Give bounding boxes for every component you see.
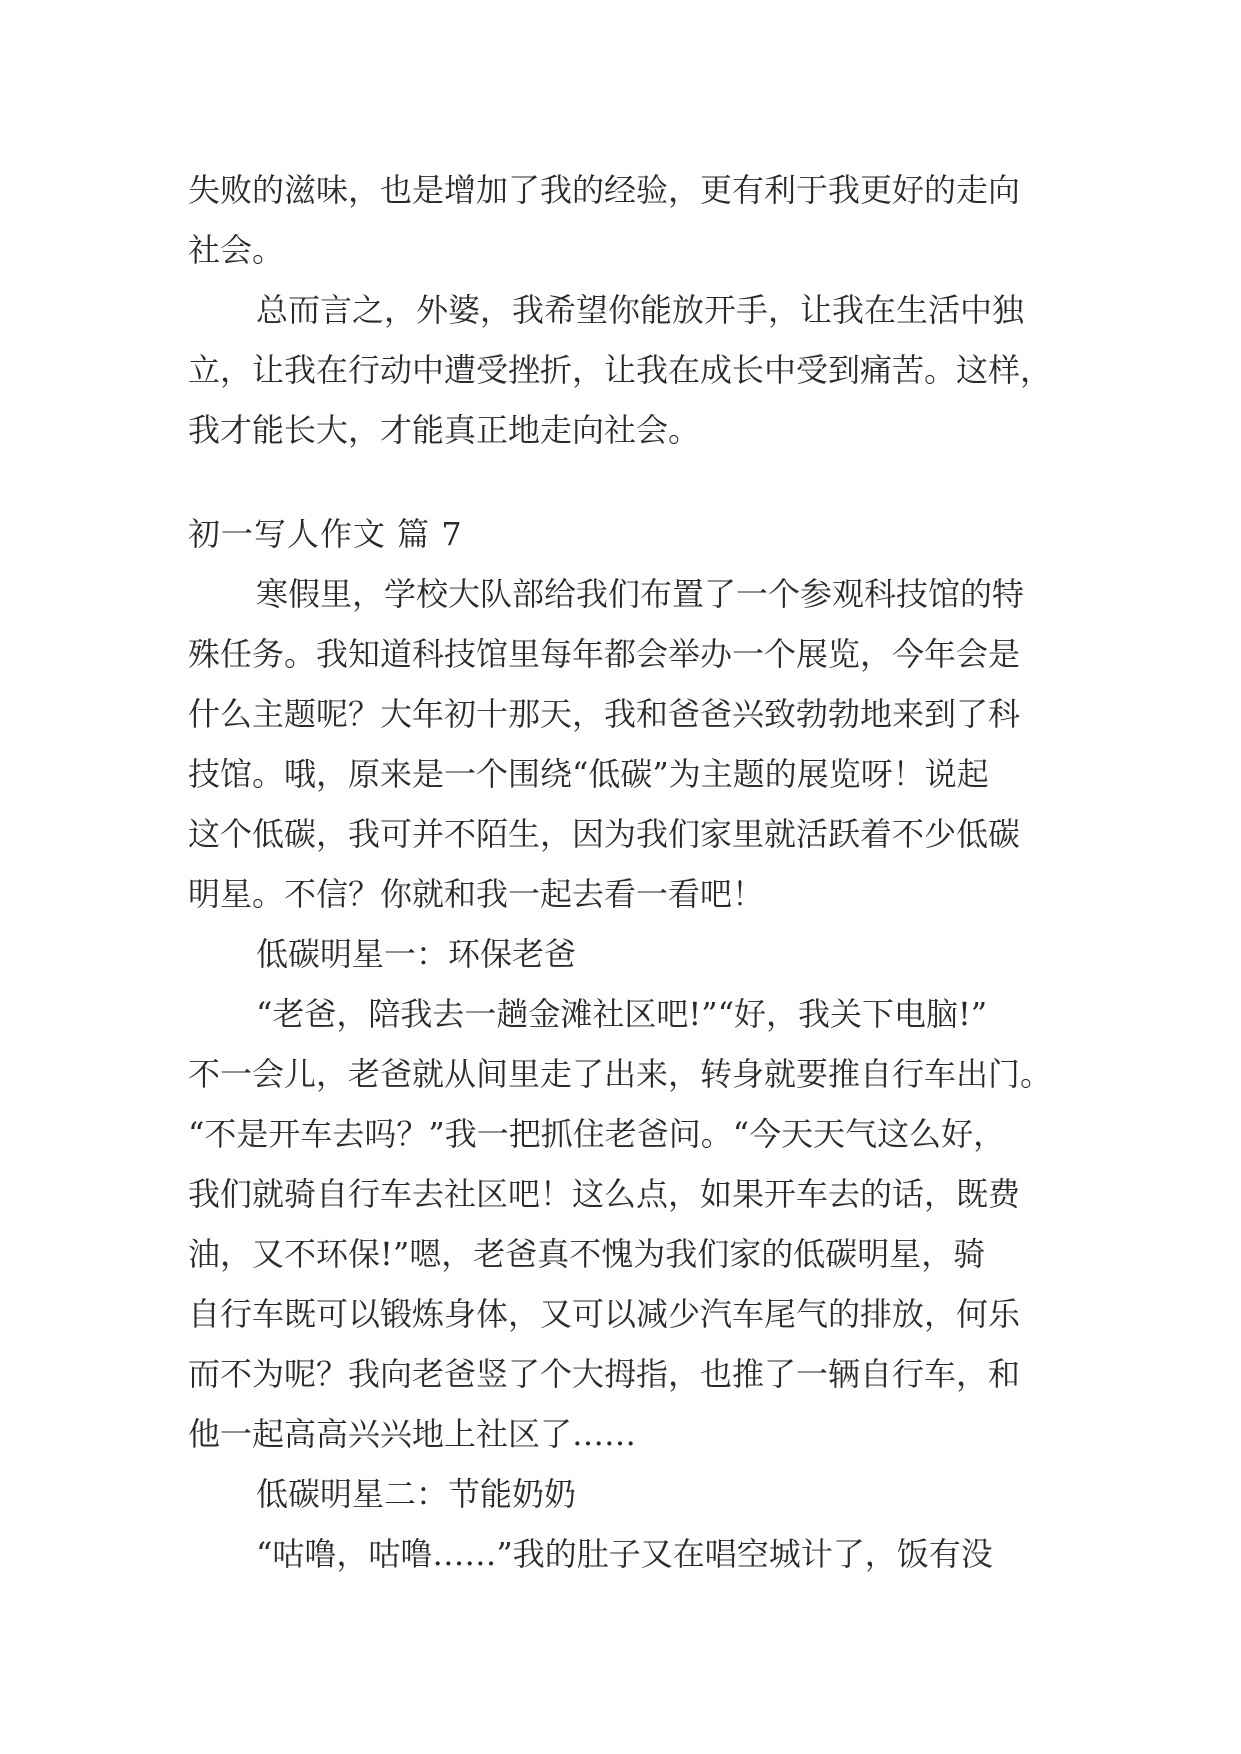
subheading-line: 低碳明星二：节能奶奶 <box>256 1475 577 1513</box>
text-line: 社会。 <box>188 231 285 269</box>
text-line: 失败的滋味，也是增加了我的经验，更有利于我更好的走向 <box>188 171 1021 209</box>
text-line: “不是开车去吗？”我一把抓住老爸问。“今天天气这么好， <box>188 1115 1006 1153</box>
paragraph-start-line: 总而言之，外婆，我希望你能放开手，让我在生活中独 <box>256 291 1025 329</box>
subheading-line: 低碳明星一：环保老爸 <box>256 935 577 973</box>
document-body <box>188 160 1068 1584</box>
paragraph-start-line: “咕噜，咕噜……”我的肚子又在唱空城计了，饭有没 <box>256 1535 993 1573</box>
text-line: 自行车既可以锻炼身体，又可以减少汽车尾气的排放，何乐 <box>188 1295 1021 1333</box>
text-line: 而不为呢？我向老爸竖了个大拇指，也推了一辆自行车，和 <box>188 1355 1021 1393</box>
text-line: 他一起高高兴兴地上社区了…… <box>188 1415 637 1453</box>
text-line: 这个低碳，我可并不陌生，因为我们家里就活跃着不少低碳 <box>188 815 1021 853</box>
text-line: 殊任务。我知道科技馆里每年都会举办一个展览，今年会是 <box>188 635 1021 673</box>
text-line: 明星。不信？你就和我一起去看一看吧！ <box>188 875 765 913</box>
text-line: 我才能长大，才能真正地走向社会。 <box>188 411 701 449</box>
text-line: 技馆。哦，原来是一个围绕“低碳”为主题的展览呀！说起 <box>188 755 989 793</box>
paragraph-start-line: 寒假里，学校大队部给我们布置了一个参观科技馆的特 <box>256 575 1025 613</box>
text-line: 什么主题呢？大年初十那天，我和爸爸兴致勃勃地来到了科 <box>188 695 1021 733</box>
section-heading: 初一写人作文 篇 7 <box>188 515 463 553</box>
text-line: 立，让我在行动中遭受挫折，让我在成长中受到痛苦。这样， <box>188 351 1053 389</box>
text-line: 油，又不环保!”嗯，老爸真不愧为我们家的低碳明星，骑 <box>188 1235 986 1273</box>
text-line: 不一会儿，老爸就从间里走了出来，转身就要推自行车出门。 <box>188 1055 1053 1093</box>
paragraph-start-line: “老爸，陪我去一趟金滩社区吧!”“好，我关下电脑!” <box>256 995 988 1033</box>
text-line: 我们就骑自行车去社区吧！这么点，如果开车去的话，既费 <box>188 1175 1021 1213</box>
